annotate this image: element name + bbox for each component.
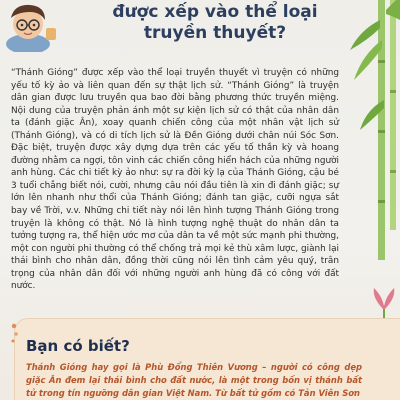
dots-decoration-icon <box>10 322 20 352</box>
callout-title: Bạn có biết? <box>26 337 130 355</box>
page-title <box>80 2 350 44</box>
page-title-line-1: được xếp vào thể loại <box>112 2 318 22</box>
callout-text: Thánh Gióng hay gọi là Phù Đổng Thiên Vương – người có công dẹp giặc Ân đem lại thái bình cho đất nước, là một trong bốn vị thánh bất tử trong tín ngưỡng dân gian Việt Nam. Từ bất tử gồm có Tản Viên Sơn <box>26 362 362 398</box>
body-paragraph: “Thánh Gióng” được xếp vào thể loại truyền thuyết vì truyện có những yếu tố kỳ ảo và liên quan đến sự thật lịch sử. “Thánh Gióng” là truyện dân gian được lưu truyền qua bao đời bằng phương thức truyền miệng. Nội dung của truyện phản ánh một sự kiện lịch sử có thật của nhân dân ta (đánh giặc Ân), xoay quanh chiến công của một nhân vật lịch sử (Thánh Gióng), và có di tích lịch sử là Đền Gióng dưới chân núi Sóc Sơn. Đặc biệt, truyện được xây dựng dựa trên các yếu tố thần kỳ và hoang đường nhằm ca ngợi, tôn vinh các chiến công hiển hách của những người anh hùng. Các chi tiết kỳ ảo như: sự ra đời kỳ lạ của Thánh Gióng, cậu bé 3 tuổi chẳng biết nói, cười, nhưng câu nói đầu tiên là xin đi đánh giặc; sự lớn lên nhanh như thổi của Thánh Gióng; đánh tan giặc, cưỡi ngựa sắt bay về Trời, v.v. Những chi tiết này nói lên hình tượng Thánh Gióng trong truyện là không có thật. Nó là hình tượng nghệ thuật do nhân dân ta tưởng tượng ra, thể hiện ước mơ của dân ta về một sức mạnh phi thường, một con người phi thường có thể chống trả mọi kẻ thù xâm lược, giành lại thái bình cho nhân dân, đồng thời cũng nói lên tình cảm yêu quý, trân trọng của nhân dân đối với những người anh hùng đã có công với đất nước. <box>11 68 339 292</box>
cartoon-character-illustration <box>2 0 64 52</box>
page-title-line-2: truyền thuyết? <box>143 23 287 43</box>
